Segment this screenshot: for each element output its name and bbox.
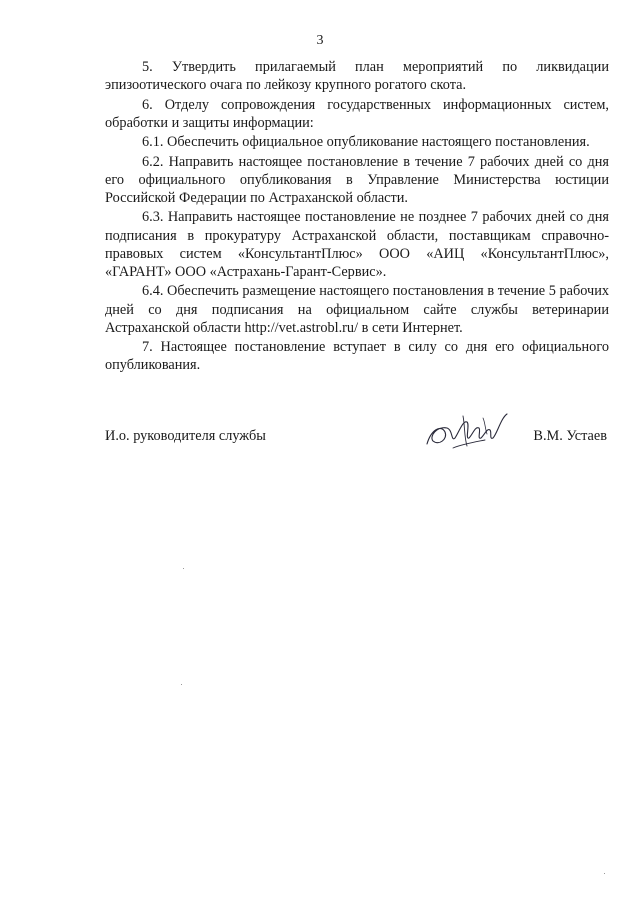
document-body bbox=[105, 58, 609, 376]
handwritten-signature bbox=[423, 408, 511, 454]
paragraph-item-6: 6. Отделу сопровождения государственных информационных систем, обработки и защиты информации: bbox=[105, 96, 609, 131]
page-number: 3 bbox=[316, 33, 324, 48]
signer-name: В.М. Устаев bbox=[533, 428, 607, 444]
scan-speck bbox=[604, 873, 605, 874]
signer-position: И.о. руководителя службы bbox=[105, 428, 266, 444]
paragraph-item-6-3: 6.3. Направить настоящее постановление не позднее 7 рабочих дней со дня подписания в прокуратуру Астраханской области, поставщикам справочно-правовых систем «КонсультантПлюс» ООО «АИЦ «КонсультантПлюс», «ГАРАНТ» ООО «Астрахань-Гарант-Сервис». bbox=[105, 209, 609, 280]
signature-block bbox=[105, 422, 609, 452]
scan-speck bbox=[183, 568, 184, 569]
paragraph-item-6-4: 6.4. Обеспечить размещение настоящего постановления в течение 5 рабочих дней со дня подписания на официальном сайте службы ветеринарии Астраханской области http://vet.astrobl.ru/ в сети Интернет. bbox=[105, 283, 609, 336]
paragraph-item-7: 7. Настоящее постановление вступает в силу со дня его официального опубликования. bbox=[105, 339, 609, 374]
paragraph-item-6-1: 6.1. Обеспечить официальное опубликование настоящего постановления. bbox=[142, 134, 590, 151]
paragraph-item-5: 5. Утвердить прилагаемый план мероприятий по ликвидации эпизоотического очага по лейкозу крупного рогатого скота. bbox=[105, 59, 609, 94]
paragraph-item-6-2: 6.2. Направить настоящее постановление в течение 7 рабочих дней со дня его официального опубликования в Управление Министерства юстиции Российской Федерации по Астраханской области. bbox=[105, 153, 609, 206]
scan-speck bbox=[181, 684, 182, 685]
